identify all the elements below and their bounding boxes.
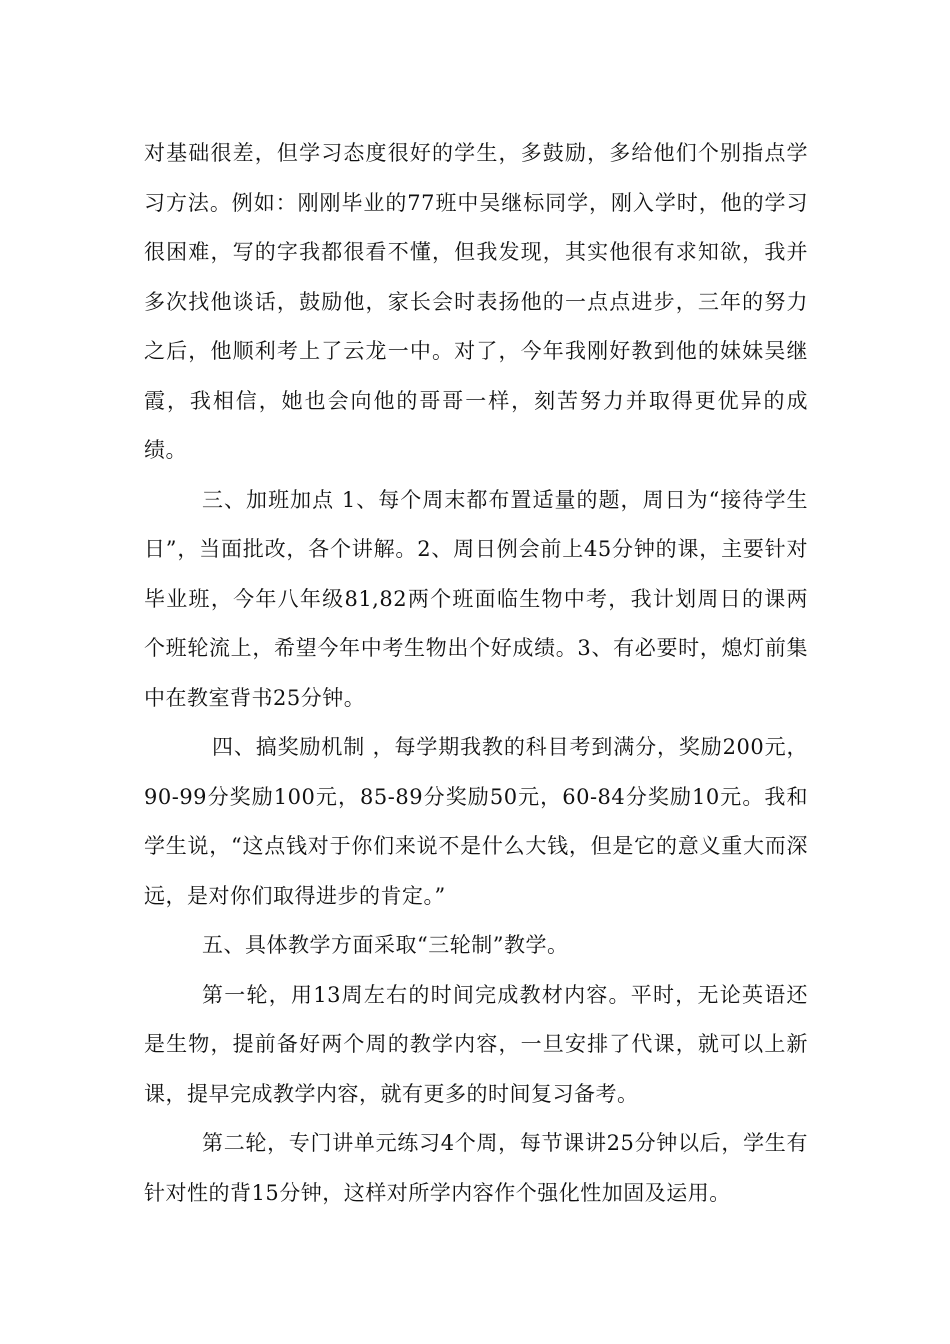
paragraph-section-three: 三、加班加点 1、每个周末都布置适量的题，周日为“接待学生日”，当面批改，各个讲解。2、周日例会前上45分钟的课，主要针对毕业班，今年八年级81,82两个班面临生物中考，我计划周日的课两个班轮流上，希望今年中考生物出个好成绩。3、有必要时，熄灯前集中在教室背书25分钟。 [144,487,808,710]
paragraph-section-five: 五、具体教学方面采取“三轮制”教学。 [202,933,569,957]
paragraph-section-four: 四、搞奖励机制 ，每学期我教的科目考到满分，奖励200元，90-99分奖励100元，85-89分奖励50元，60-84分奖励10元。我和学生说，“这点钱对于你们来说不是什么大钱，但是它的意义重大而深远，是对你们取得进步的肯定。” [144,735,808,908]
paragraph-continuation: 对基础很差，但学习态度很好的学生，多鼓励，多给他们个别指点学习方法。例如：刚刚毕业的77班中吴继标同学，刚入学时，他的学习很困难，写的字我都很看不懂，但我发现，其实他很有求知欲，我并多次找他谈话，鼓励他，家长会时表扬他的一点点进步，三年的努力之后，他顺利考上了云龙一中。对了，今年我刚好教到他的妹妹吴继霞，我相信，她也会向他的哥哥一样，刻苦努力并取得更优异的成绩。 [144,141,808,462]
paragraph-round-two: 第二轮，专门讲单元练习4个周，每节课讲25分钟以后，学生有针对性的背15分钟，这样对所学内容作个强化性加固及运用。 [144,1131,808,1205]
paragraph-round-one: 第一轮，用13周左右的时间完成教材内容。平时，无论英语还是生物，提前备好两个周的教学内容，一旦安排了代课，就可以上新课，提早完成教学内容，就有更多的时间复习备考。 [144,982,808,1106]
document-body [144,129,808,1218]
